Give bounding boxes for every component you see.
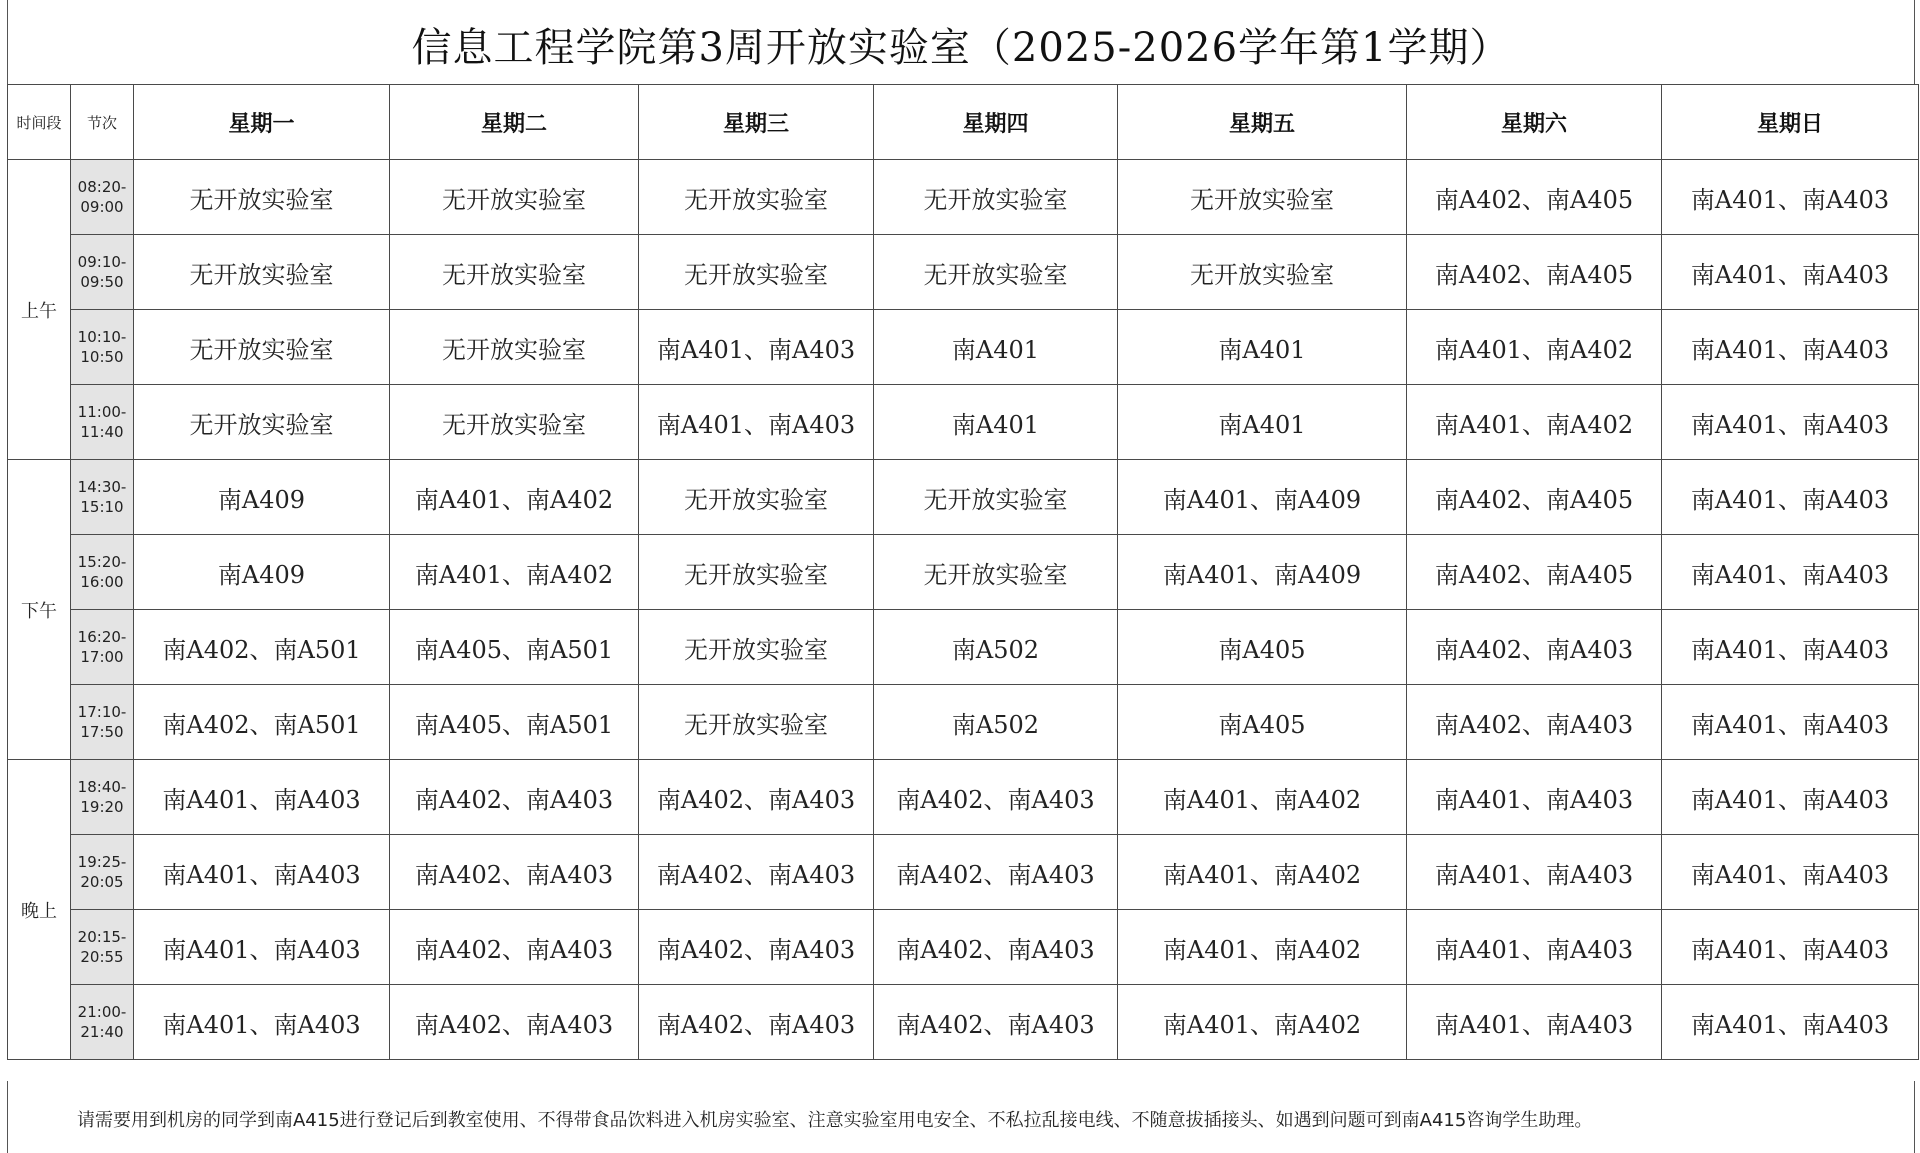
lab-cell-thursday: 南A402、南A403 bbox=[874, 910, 1118, 985]
lab-cell-saturday: 南A401、南A402 bbox=[1407, 385, 1662, 460]
time-slot-start: 08:20- bbox=[77, 178, 127, 196]
lab-cell-friday: 南A401、南A402 bbox=[1118, 835, 1407, 910]
lab-cell-sunday: 南A401、南A403 bbox=[1662, 610, 1919, 685]
lab-cell-thursday: 无开放实验室 bbox=[874, 535, 1118, 610]
table-row bbox=[8, 535, 1919, 610]
header-row bbox=[8, 85, 1919, 160]
time-slot-end: 15:10 bbox=[80, 498, 124, 516]
lab-cell-tuesday: 无开放实验室 bbox=[390, 160, 639, 235]
lab-cell-wednesday: 无开放实验室 bbox=[639, 460, 874, 535]
lab-cell-sunday: 南A401、南A403 bbox=[1662, 760, 1919, 835]
table-row bbox=[8, 160, 1919, 235]
time-slot-end: 20:05 bbox=[80, 873, 124, 891]
table-row bbox=[8, 385, 1919, 460]
lab-cell-saturday: 南A402、南A405 bbox=[1407, 535, 1662, 610]
table-row bbox=[8, 610, 1919, 685]
lab-cell-monday: 无开放实验室 bbox=[134, 310, 390, 385]
lab-cell-saturday: 南A402、南A405 bbox=[1407, 460, 1662, 535]
lab-cell-tuesday: 南A401、南A402 bbox=[390, 535, 639, 610]
lab-cell-friday: 无开放实验室 bbox=[1118, 235, 1407, 310]
lab-cell-thursday: 南A402、南A403 bbox=[874, 835, 1118, 910]
lab-cell-monday: 无开放实验室 bbox=[134, 160, 390, 235]
table-row bbox=[8, 985, 1919, 1060]
lab-cell-monday: 南A402、南A501 bbox=[134, 610, 390, 685]
table-row bbox=[8, 310, 1919, 385]
footer-note: 请需要用到机房的同学到南A415进行登记后到教室使用、不得带食品饮料进入机房实验室、注意实验室用电安全、不私拉乱接电线、不随意拔插接头、如遇到问题可到南A415咨询学生助理。 bbox=[7, 1081, 1915, 1153]
table-row bbox=[8, 910, 1919, 985]
page-title: 信息工程学院第3周开放实验室（2025-2026学年第1学期） bbox=[7, 0, 1915, 84]
lab-cell-thursday: 无开放实验室 bbox=[874, 460, 1118, 535]
time-slot-end: 17:50 bbox=[80, 723, 124, 741]
time-slot-end: 09:50 bbox=[80, 273, 124, 291]
lab-schedule-table bbox=[7, 84, 1919, 1060]
lab-cell-monday: 南A409 bbox=[134, 460, 390, 535]
time-slot-start: 16:20- bbox=[77, 628, 127, 646]
lab-cell-wednesday: 南A402、南A403 bbox=[639, 835, 874, 910]
lab-cell-sunday: 南A401、南A403 bbox=[1662, 685, 1919, 760]
lab-cell-saturday: 南A401、南A403 bbox=[1407, 985, 1662, 1060]
time-slot-end: 10:50 bbox=[80, 348, 124, 366]
time-slot-start: 14:30- bbox=[77, 478, 127, 496]
time-slot-start: 20:15- bbox=[77, 928, 127, 946]
table-row bbox=[8, 835, 1919, 910]
header-time-period: 时间段 bbox=[8, 85, 71, 160]
lab-cell-sunday: 南A401、南A403 bbox=[1662, 835, 1919, 910]
header-day-monday: 星期一 bbox=[134, 85, 390, 160]
table-row bbox=[8, 460, 1919, 535]
lab-cell-saturday: 南A401、南A403 bbox=[1407, 835, 1662, 910]
lab-cell-wednesday: 无开放实验室 bbox=[639, 160, 874, 235]
lab-cell-wednesday: 南A402、南A403 bbox=[639, 985, 874, 1060]
time-slot-start: 15:20- bbox=[77, 553, 127, 571]
lab-cell-tuesday: 南A402、南A403 bbox=[390, 760, 639, 835]
lab-cell-sunday: 南A401、南A403 bbox=[1662, 310, 1919, 385]
header-day-saturday: 星期六 bbox=[1407, 85, 1662, 160]
table-row bbox=[8, 685, 1919, 760]
period-label-afternoon: 下午 bbox=[8, 460, 71, 760]
lab-cell-monday: 南A401、南A403 bbox=[134, 985, 390, 1060]
time-slot-start: 11:00- bbox=[77, 403, 127, 421]
lab-cell-thursday: 南A402、南A403 bbox=[874, 985, 1118, 1060]
lab-cell-tuesday: 无开放实验室 bbox=[390, 310, 639, 385]
lab-cell-tuesday: 南A402、南A403 bbox=[390, 985, 639, 1060]
lab-cell-thursday: 南A401 bbox=[874, 310, 1118, 385]
lab-cell-wednesday: 南A402、南A403 bbox=[639, 760, 874, 835]
lab-cell-sunday: 南A401、南A403 bbox=[1662, 460, 1919, 535]
lab-cell-tuesday: 无开放实验室 bbox=[390, 235, 639, 310]
time-slot bbox=[71, 535, 134, 610]
time-slot-end: 19:20 bbox=[80, 798, 124, 816]
lab-cell-sunday: 南A401、南A403 bbox=[1662, 160, 1919, 235]
lab-cell-wednesday: 南A402、南A403 bbox=[639, 910, 874, 985]
lab-cell-saturday: 南A401、南A403 bbox=[1407, 760, 1662, 835]
time-slot bbox=[71, 985, 134, 1060]
lab-cell-friday: 无开放实验室 bbox=[1118, 160, 1407, 235]
header-day-tuesday: 星期二 bbox=[390, 85, 639, 160]
lab-cell-friday: 南A401、南A402 bbox=[1118, 910, 1407, 985]
lab-cell-wednesday: 南A401、南A403 bbox=[639, 310, 874, 385]
lab-cell-friday: 南A401、南A402 bbox=[1118, 985, 1407, 1060]
time-slot-end: 11:40 bbox=[80, 423, 124, 441]
lab-cell-saturday: 南A402、南A403 bbox=[1407, 685, 1662, 760]
time-slot-start: 10:10- bbox=[77, 328, 127, 346]
lab-cell-friday: 南A401 bbox=[1118, 310, 1407, 385]
lab-cell-thursday: 南A502 bbox=[874, 610, 1118, 685]
header-day-thursday: 星期四 bbox=[874, 85, 1118, 160]
time-slot-end: 09:00 bbox=[80, 198, 124, 216]
time-slot-start: 17:10- bbox=[77, 703, 127, 721]
lab-cell-tuesday: 南A401、南A402 bbox=[390, 460, 639, 535]
lab-cell-monday: 南A402、南A501 bbox=[134, 685, 390, 760]
lab-cell-monday: 无开放实验室 bbox=[134, 235, 390, 310]
header-session: 节次 bbox=[71, 85, 134, 160]
header-day-friday: 星期五 bbox=[1118, 85, 1407, 160]
lab-cell-thursday: 南A402、南A403 bbox=[874, 760, 1118, 835]
lab-cell-saturday: 南A402、南A403 bbox=[1407, 610, 1662, 685]
lab-cell-tuesday: 南A405、南A501 bbox=[390, 685, 639, 760]
lab-cell-wednesday: 无开放实验室 bbox=[639, 235, 874, 310]
period-label-evening: 晚上 bbox=[8, 760, 71, 1060]
lab-cell-sunday: 南A401、南A403 bbox=[1662, 535, 1919, 610]
time-slot bbox=[71, 760, 134, 835]
lab-cell-saturday: 南A401、南A403 bbox=[1407, 910, 1662, 985]
lab-cell-sunday: 南A401、南A403 bbox=[1662, 235, 1919, 310]
schedule-sheet bbox=[7, 0, 1915, 1153]
time-slot bbox=[71, 235, 134, 310]
lab-cell-wednesday: 南A401、南A403 bbox=[639, 385, 874, 460]
lab-cell-wednesday: 无开放实验室 bbox=[639, 685, 874, 760]
lab-cell-sunday: 南A401、南A403 bbox=[1662, 910, 1919, 985]
lab-cell-wednesday: 无开放实验室 bbox=[639, 535, 874, 610]
lab-cell-friday: 南A401 bbox=[1118, 385, 1407, 460]
lab-cell-friday: 南A401、南A409 bbox=[1118, 460, 1407, 535]
lab-cell-monday: 南A409 bbox=[134, 535, 390, 610]
lab-cell-tuesday: 无开放实验室 bbox=[390, 385, 639, 460]
lab-cell-thursday: 南A401 bbox=[874, 385, 1118, 460]
time-slot-start: 09:10- bbox=[77, 253, 127, 271]
lab-cell-wednesday: 无开放实验室 bbox=[639, 610, 874, 685]
table-row bbox=[8, 235, 1919, 310]
lab-cell-tuesday: 南A405、南A501 bbox=[390, 610, 639, 685]
time-slot bbox=[71, 910, 134, 985]
time-slot-end: 21:40 bbox=[80, 1023, 124, 1041]
lab-cell-monday: 无开放实验室 bbox=[134, 385, 390, 460]
lab-cell-saturday: 南A401、南A402 bbox=[1407, 310, 1662, 385]
header-day-wednesday: 星期三 bbox=[639, 85, 874, 160]
lab-cell-thursday: 无开放实验室 bbox=[874, 160, 1118, 235]
lab-cell-monday: 南A401、南A403 bbox=[134, 760, 390, 835]
schedule-body bbox=[8, 160, 1919, 1060]
time-slot-start: 21:00- bbox=[77, 1003, 127, 1021]
lab-cell-sunday: 南A401、南A403 bbox=[1662, 985, 1919, 1060]
lab-cell-friday: 南A405 bbox=[1118, 685, 1407, 760]
lab-cell-sunday: 南A401、南A403 bbox=[1662, 385, 1919, 460]
table-row bbox=[8, 760, 1919, 835]
lab-cell-thursday: 南A502 bbox=[874, 685, 1118, 760]
time-slot-end: 20:55 bbox=[80, 948, 124, 966]
time-slot-end: 16:00 bbox=[80, 573, 124, 591]
lab-cell-friday: 南A401、南A409 bbox=[1118, 535, 1407, 610]
lab-cell-saturday: 南A402、南A405 bbox=[1407, 160, 1662, 235]
time-slot bbox=[71, 160, 134, 235]
time-slot bbox=[71, 685, 134, 760]
lab-cell-tuesday: 南A402、南A403 bbox=[390, 835, 639, 910]
lab-cell-tuesday: 南A402、南A403 bbox=[390, 910, 639, 985]
lab-cell-friday: 南A405 bbox=[1118, 610, 1407, 685]
time-slot-start: 18:40- bbox=[77, 778, 127, 796]
lab-cell-thursday: 无开放实验室 bbox=[874, 235, 1118, 310]
time-slot bbox=[71, 835, 134, 910]
lab-cell-saturday: 南A402、南A405 bbox=[1407, 235, 1662, 310]
period-label-morning: 上午 bbox=[8, 160, 71, 460]
time-slot bbox=[71, 610, 134, 685]
time-slot-end: 17:00 bbox=[80, 648, 124, 666]
time-slot bbox=[71, 310, 134, 385]
header-day-sunday: 星期日 bbox=[1662, 85, 1919, 160]
time-slot bbox=[71, 460, 134, 535]
time-slot-start: 19:25- bbox=[77, 853, 127, 871]
lab-cell-friday: 南A401、南A402 bbox=[1118, 760, 1407, 835]
lab-cell-monday: 南A401、南A403 bbox=[134, 835, 390, 910]
time-slot bbox=[71, 385, 134, 460]
lab-cell-monday: 南A401、南A403 bbox=[134, 910, 390, 985]
